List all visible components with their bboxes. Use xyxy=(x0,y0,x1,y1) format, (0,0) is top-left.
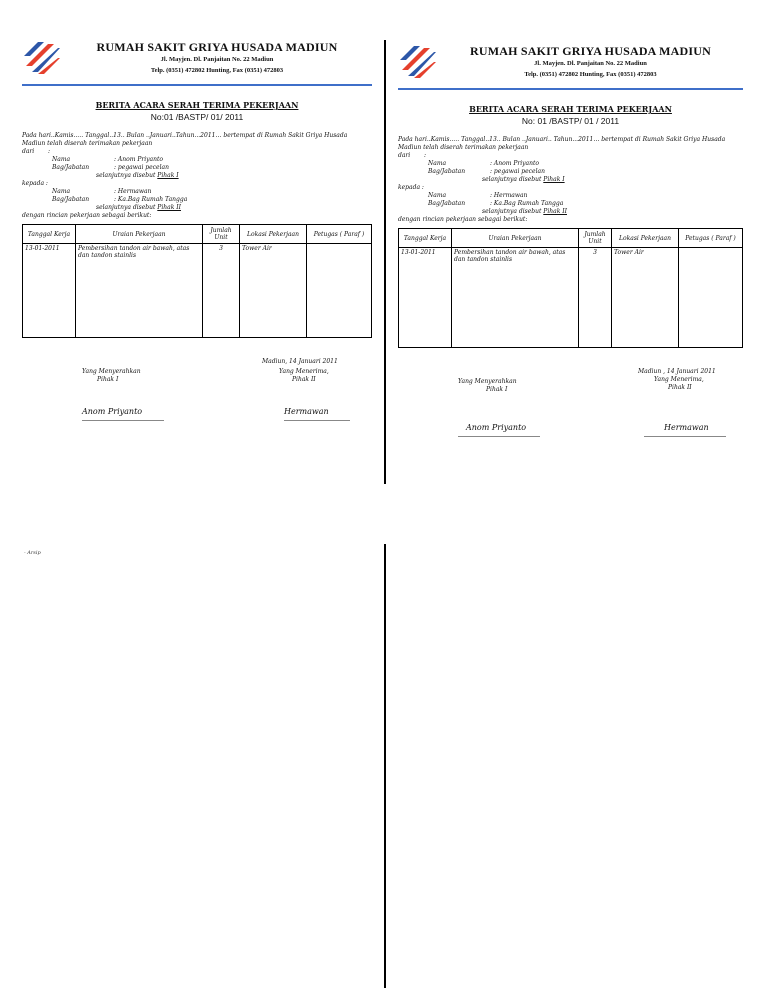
hospital-logo-icon xyxy=(398,44,436,82)
pihak1-job: : pegawai pecelan xyxy=(114,164,169,171)
pihak-i-label: Pihak I xyxy=(97,376,119,383)
yang-menerima: Yang Menerima, xyxy=(654,376,704,383)
col-lokasi: Lokasi Pekerjaan xyxy=(612,229,679,248)
col-uraian: Uraian Pekerjaan xyxy=(76,225,203,244)
pihak2-name: : Hermawan xyxy=(114,188,152,195)
pihak-ii-label: Pihak II xyxy=(668,384,692,391)
yang-menerima: Yang Menerima, xyxy=(279,368,329,375)
hospital-name: RUMAH SAKIT GRIYA HUSADA MADIUN xyxy=(96,40,338,54)
signature-block xyxy=(398,348,743,438)
header-rule xyxy=(22,84,372,86)
hospital-address: Jl. Mayjen. Dl. Panjaitan No. 22 Madiun xyxy=(534,60,647,67)
place-date: Madiun , 14 Januari 2011 xyxy=(638,368,716,375)
pihak-ii-label: Pihak II xyxy=(292,376,316,383)
table-row: 13-01-2011 Pembersihan tandon air bawah, atas dan tandon stainlis 3 Tower Air xyxy=(399,248,743,348)
bagjab-label: Bag/Jabatan xyxy=(428,168,466,175)
kepada-label: kepada : xyxy=(398,184,424,191)
pihak1-job: : pegawai pecelan xyxy=(490,168,545,175)
col-uraian: Uraian Pekerjaan xyxy=(452,229,579,248)
place-date: Madiun, 14 Januari 2011 xyxy=(262,358,338,365)
hospital-logo-icon xyxy=(22,40,60,78)
document-right: RUMAH SAKIT GRIYA HUSADA MADIUN Jl. Mayjen. Dl. Panjaitan No. 22 Madiun Telp. (0351) 472802 Hunting, Fax (0351) 472803 BERITA ACARA SERAH TERIMA PEKERJAAN No: 01 /BASTP/ 01 / 2011 Pada hari..Kamis..… Tanggal..13.. Bulan ..Januari.. Tahun...2011… bertempat di Rumah Sakit Griya Husada Madiun telah diserah terimakan pekerjaan dari : Nama : Anom Priyanto Bag/Jabatan : pegawai pecelan selanjutnya disebut Pihak I kepada : Nama : Hermawan Bag/Jabatan : Ka.Bag Rumah Tangga selanjutnya disebut Pihak II dengan rincian pekerjaan sebagai berikut: Tanggal Kerja Uraian Pekerjaan Jumlah Unit Lokasi Pekerjaan Petugas ( Paraf ) 13-01-2011 Pembersihan tandon air bawah, atas dan tandon stainlis 3 Tower Air Madiun , 14 Januari 2011 Yang Menyerahkan Pihak I Yang Menerima, Pihak II Anom Priyanto Hermawan xyxy=(398,44,743,438)
table-row: 13-01-2011 Pembersihan tandon air bawah, atas dan tandon stainlis 3 Tower Air xyxy=(23,244,372,338)
signatory-1: Anom Priyanto xyxy=(466,423,527,432)
pihak2-job: : Ka.Bag Rumah Tangga xyxy=(114,196,188,203)
signatory-2: Hermawan xyxy=(284,407,329,416)
work-table xyxy=(22,224,372,338)
col-jumlah: Jumlah Unit xyxy=(203,225,240,244)
signature-block xyxy=(22,338,372,428)
kepada-label: kepada : xyxy=(22,180,48,187)
col-tanggal: Tanggal Kerja xyxy=(23,225,76,244)
pihak1-name: : Anom Priyanto xyxy=(114,156,164,163)
nama-label: Nama xyxy=(52,156,71,163)
intro-text: Pada hari..Kamis..… Tanggal..13.. Bulan ..Januari.. Tahun...2011… bertempat di Rumah Sakit Griya Husada Madiun telah diserah terimakan pekerjaan xyxy=(398,136,726,151)
pihak1-name: : Anom Priyanto xyxy=(490,160,540,167)
hospital-telp: Telp. (0351) 472802 Hunting, Fax (0351) 472803 xyxy=(150,67,284,74)
doc-number: No: 01 /BASTP/ 01 / 2011 xyxy=(521,116,620,126)
dari-label: dari xyxy=(398,152,411,159)
yang-menyerahkan: Yang Menyerahkan xyxy=(82,368,141,375)
header-rule xyxy=(398,88,743,90)
pihak1-label: Pihak I xyxy=(543,176,565,183)
pihak2-label: Pihak II xyxy=(157,204,181,211)
hospital-name: RUMAH SAKIT GRIYA HUSADA MADIUN xyxy=(470,44,711,58)
col-petugas: Petugas ( Paraf ) xyxy=(307,225,372,244)
signature-line-1 xyxy=(458,436,540,437)
rincian-text: dengan rincian pekerjaan sebagai berikut: xyxy=(398,216,528,223)
intro-text: Pada hari..Kamis..… Tanggal..13.. Bulan ..Januari..Tahun...2011… bertempat di Rumah Sakit Griya Husada Madiun telah diserah terimakan pekerjaan xyxy=(22,132,348,147)
pihak2-name: : Hermawan xyxy=(490,192,528,199)
yang-menyerahkan: Yang Menyerahkan xyxy=(458,378,517,385)
col-petugas: Petugas ( Paraf ) xyxy=(679,229,743,248)
col-tanggal: Tanggal Kerja xyxy=(399,229,452,248)
signature-line-2 xyxy=(644,436,726,437)
signatory-2: Hermawan xyxy=(664,423,709,432)
nama-label: Nama xyxy=(428,160,447,167)
pihak1-label: Pihak I xyxy=(157,172,179,179)
vertical-divider-top xyxy=(384,40,386,484)
hospital-address: Jl. Mayjen. Dl. Panjaitan No. 22 Madiun xyxy=(160,56,274,63)
signature-line-1 xyxy=(82,420,164,421)
arsip-note: - Arsip xyxy=(24,550,41,556)
letterhead xyxy=(398,44,743,88)
dari-label: dari xyxy=(22,148,35,155)
work-table xyxy=(398,228,743,348)
rincian-text: dengan rincian pekerjaan sebagai berikut: xyxy=(22,212,152,219)
letterhead xyxy=(22,40,372,84)
pihak2-label: Pihak II xyxy=(543,208,567,215)
signature-line-2 xyxy=(284,420,350,421)
document-left: RUMAH SAKIT GRIYA HUSADA MADIUN Jl. Mayjen. Dl. Panjaitan No. 22 Madiun Telp. (0351) 472802 Hunting, Fax (0351) 472803 BERITA ACARA SERAH TERIMA PEKERJAAN No:01 /BASTP/ 01/ 2011 Pada hari..Kamis..… Tanggal..13.. Bulan ..Januari..Tahun...2011… bertempat di Rumah Sakit Griya Husada Madiun telah diserah terimakan pekerjaan dari : Nama : Anom Priyanto Bag/Jabatan : pegawai pecelan selanjutnya disebut Pihak I kepada : Nama : Hermawan Bag/Jabatan : Ka.Bag Rumah Tangga selanjutnya disebut Pihak II dengan rincian pekerjaan sebagai berikut: Tanggal Kerja Uraian Pekerjaan Jumlah Unit Lokasi Pekerjaan Petugas ( Paraf ) 13-01-2011 Pembersihan tandon air bawah, atas dan tandon stainlis 3 Tower Air Madiun, 14 Januari 2011 Yang Menyerahkan Pihak I Yang Menerima, Pihak II Anom Priyanto Hermawan xyxy=(22,40,372,428)
hospital-telp: Telp. (0351) 472802 Hunting, Fax (0351) 472803 xyxy=(524,71,657,78)
col-jumlah: Jumlah Unit xyxy=(579,229,612,248)
col-lokasi: Lokasi Pekerjaan xyxy=(240,225,307,244)
pihak-i-label: Pihak I xyxy=(486,386,508,393)
signatory-1: Anom Priyanto xyxy=(82,407,143,416)
doc-number: No:01 /BASTP/ 01/ 2011 xyxy=(150,112,244,122)
pihak2-job: : Ka.Bag Rumah Tangga xyxy=(490,200,564,207)
bagjab-label: Bag/Jabatan xyxy=(52,164,90,171)
doc-title: BERITA ACARA SERAH TERIMA PEKERJAAN xyxy=(95,100,299,110)
doc-title: BERITA ACARA SERAH TERIMA PEKERJAAN xyxy=(469,104,672,114)
vertical-divider-bottom xyxy=(384,544,386,988)
